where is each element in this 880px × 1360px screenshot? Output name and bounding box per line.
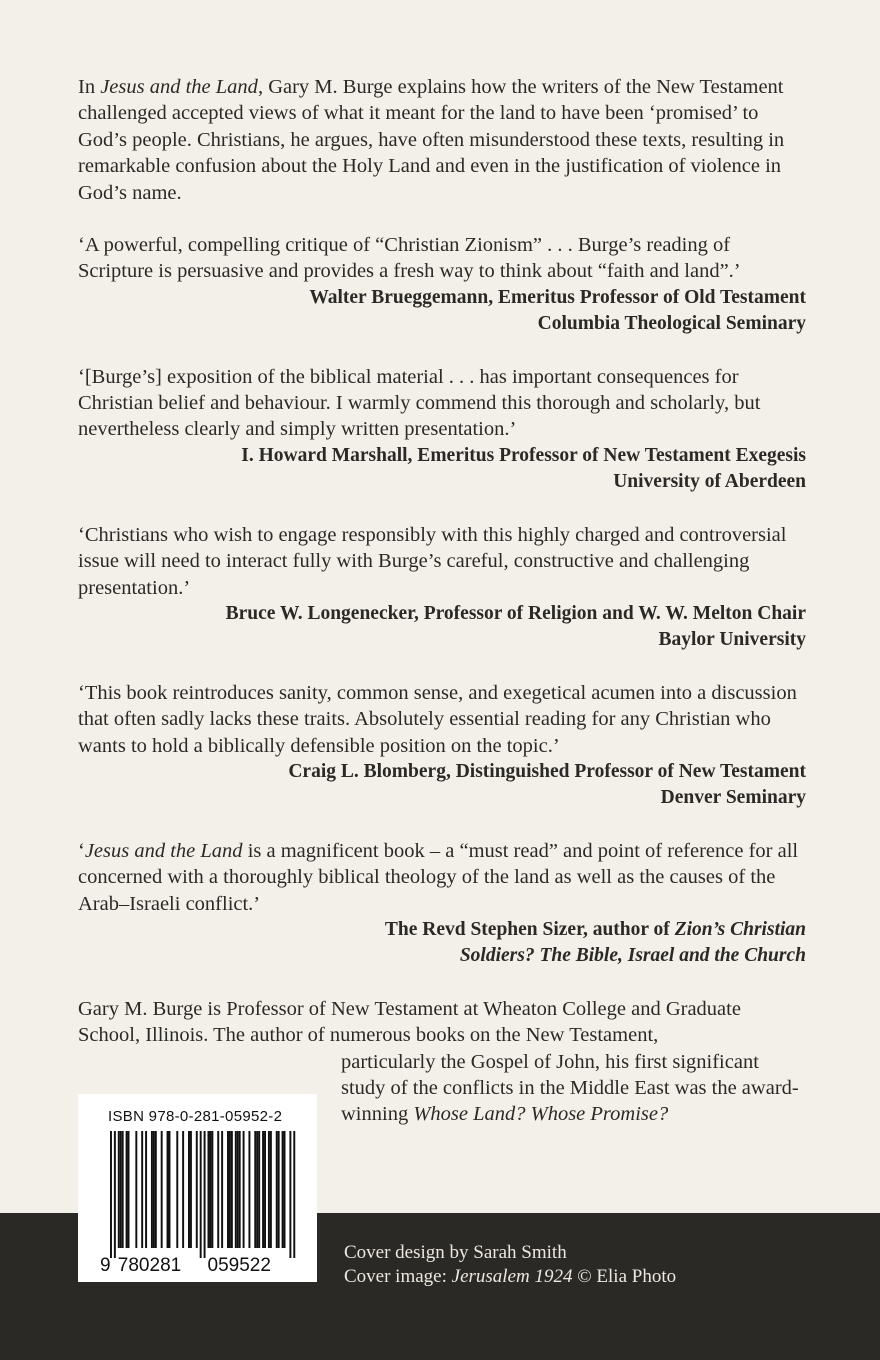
barcode-bar — [258, 1131, 260, 1248]
barcode-bar — [284, 1131, 286, 1248]
barcode-bar — [196, 1131, 198, 1248]
author-prefix: The Revd Stephen Sizer, author of — [384, 918, 675, 940]
barcode-bar — [229, 1131, 231, 1248]
isbn-barcode — [78, 1094, 317, 1282]
endorsement-author: Craig L. Blomberg, Distinguished Professor of New Testament — [288, 760, 806, 782]
barcode-bar — [188, 1131, 190, 1248]
barcode-bar — [126, 1131, 128, 1248]
barcode-bar — [209, 1131, 211, 1248]
barcode-bar — [110, 1131, 112, 1258]
quote-text: is a magnificent book – a “must read” and point of reference for all concerned with a thoroughly biblical theology of the land as well as the causes of the Arab–Israeli conflict.’ — [78, 839, 799, 915]
barcode-bar — [254, 1131, 256, 1248]
barcode-bar — [256, 1131, 258, 1248]
barcode-digits: 9 — [100, 1255, 111, 1276]
endorsement-author: Bruce W. Longenecker, Professor of Religion and W. W. Melton Chair — [225, 602, 806, 624]
barcode-bar — [262, 1131, 264, 1248]
back-cover-text — [78, 74, 806, 1128]
barcode-bar — [153, 1131, 155, 1248]
cover-image-credit — [344, 1265, 676, 1289]
image-credit-prefix: Cover image: — [344, 1266, 452, 1287]
author-bio-continued — [341, 1049, 806, 1128]
author-book-title-cont: Soldiers? The Bible, Israel and the Church — [459, 945, 806, 967]
endorsement — [78, 364, 806, 496]
barcode-bar — [243, 1131, 245, 1248]
barcode-bar — [221, 1131, 223, 1248]
barcode-bar — [141, 1131, 143, 1248]
barcode-bar — [208, 1131, 210, 1248]
endorsement-author: Walter Brueggemann, Emeritus Professor of Old Testament — [309, 286, 806, 308]
endorsement-institution: Denver Seminary — [660, 787, 806, 809]
barcode-bar — [268, 1131, 270, 1248]
barcode-bar — [248, 1131, 250, 1248]
endorsement-quote: ‘This book reintroduces sanity, common sense, and exegetical acumen into a discussion that often sadly lacks these traits. Absolutely essential reading for any Christian who wants to hold a biblically defensible position on the topic.’ — [78, 681, 797, 757]
endorsement-institution: University of Aberdeen — [613, 471, 806, 493]
barcode-bar — [118, 1131, 120, 1248]
endorsement-quote: ‘Christians who wish to engage responsibly with this highly charged and controversial issue will need to interact fully with Burge’s careful, constructive and challenging presentation.’ — [78, 523, 787, 599]
author-book-title: Zion’s Christian — [674, 918, 806, 940]
barcode-bar — [204, 1131, 206, 1258]
barcode-digits: 059522 — [207, 1255, 271, 1276]
barcode-bar — [217, 1131, 219, 1248]
barcode-bar — [135, 1131, 137, 1248]
barcode-bar — [155, 1131, 157, 1248]
barcode-digits: 780281 — [117, 1255, 182, 1276]
endorsement-institution: Baylor University — [658, 629, 806, 651]
endorsement — [78, 838, 806, 970]
isbn-label: ISBN 978-0-281-05952-2 — [108, 1108, 283, 1125]
cover-credits — [344, 1241, 676, 1289]
author-bio: Gary M. Burge is Professor of New Testament at Wheaton College and Graduate School, Illinois. The author of numerous books on the New Testament, — [78, 997, 741, 1047]
barcode-bar — [167, 1131, 169, 1248]
endorsement-institution: Columbia Theological Seminary — [537, 313, 806, 335]
barcode-bar — [128, 1131, 130, 1248]
endorsement — [78, 522, 806, 654]
intro-text: , Gary M. Burge explains how the writers of the New Testament challenged accepted views of what it meant for the land to have been ‘promised’ to God’s people. Christians, he argues, have often misunderstood these texts, resulting in remarkable confusion about the Holy Land and even in the justification of violence in God’s name. — [78, 76, 785, 204]
barcode-bar — [161, 1131, 163, 1248]
endorsement — [78, 680, 806, 812]
intro-paragraph — [78, 74, 806, 206]
endorsement-author: I. Howard Marshall, Emeritus Professor of New Testament Exegesis — [241, 444, 806, 466]
bio-book-title: Whose Land? Whose Promise? — [413, 1103, 669, 1126]
endorsement-author-book — [78, 943, 806, 969]
barcode-bar — [145, 1131, 147, 1248]
intro-prefix: In — [78, 76, 101, 98]
barcode-bar — [122, 1131, 124, 1248]
barcode-bar — [211, 1131, 213, 1248]
endorsement-quote: ‘A powerful, compelling critique of “Christian Zionism” . . . Burge’s reading of Scripture is persuasive and provides a fresh way to think about “faith and land”.’ — [78, 234, 741, 283]
barcode-bar — [293, 1131, 295, 1258]
barcode-bar — [231, 1131, 233, 1248]
book-title: Jesus and the Land — [100, 76, 258, 98]
barcode-bar — [289, 1131, 291, 1258]
bio-text: particularly the Gospel of John, his first significant study of the conflicts in the Middle East was the award-winning — [341, 1050, 799, 1126]
barcode-bar — [190, 1131, 192, 1248]
quote-open-mark: ‘ — [78, 839, 85, 862]
endorsement-quote: ‘[Burge’s] exposition of the biblical material . . . has important consequences for Christian belief and behaviour. I warmly commend this thorough and scholarly, but nevertheless clearly and simply written presentation.’ — [78, 365, 761, 441]
barcode-bar — [270, 1131, 272, 1248]
barcode-bar — [120, 1131, 122, 1248]
image-credit-suffix: © Elia Photo — [572, 1266, 677, 1287]
barcode-bar — [235, 1131, 237, 1248]
barcode-bar — [169, 1131, 171, 1248]
barcode-bar — [264, 1131, 266, 1248]
image-credit-title: Jerusalem 1924 — [451, 1266, 573, 1287]
barcode-graphic — [100, 1131, 300, 1281]
barcode-bar — [278, 1131, 280, 1248]
barcode-bar — [200, 1131, 202, 1258]
endorsement-quote — [78, 838, 806, 917]
cover-design-credit: Cover design by Sarah Smith — [344, 1242, 567, 1263]
barcode-bar — [237, 1131, 239, 1248]
barcode-bar — [239, 1131, 241, 1248]
endorsement-author — [78, 917, 806, 943]
endorsement — [78, 232, 806, 338]
barcode-bar — [151, 1131, 153, 1248]
barcode-bar — [182, 1131, 184, 1248]
barcode-bar — [114, 1131, 116, 1258]
barcode-bar — [176, 1131, 178, 1248]
barcode-bar — [276, 1131, 278, 1248]
book-title: Jesus and the Land — [84, 839, 243, 862]
barcode-bar — [282, 1131, 284, 1248]
barcode-bar — [227, 1131, 229, 1248]
